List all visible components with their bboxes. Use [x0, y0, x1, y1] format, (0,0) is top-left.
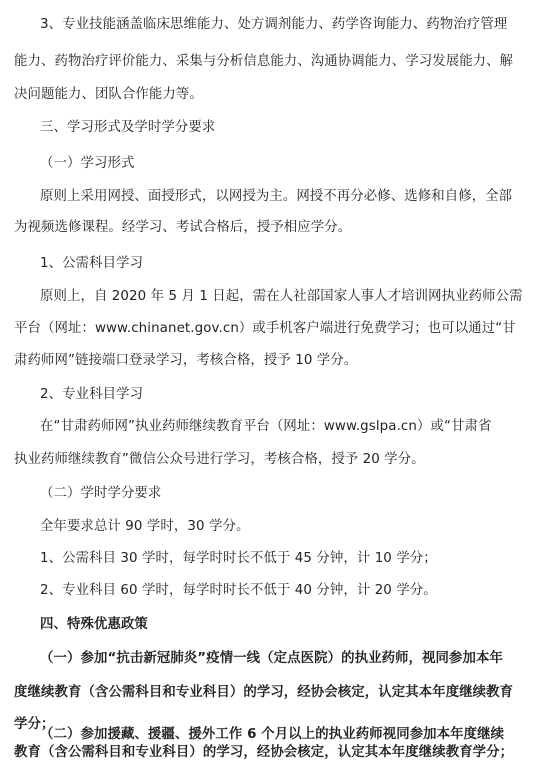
subsection-heading: （二）学时学分要求: [40, 486, 162, 501]
text-line: 决问题能力、团队合作能力等。: [14, 87, 203, 102]
text-line: 原则上采用网授、面授形式，以网授为主。网授不再分必修、选修和自修，全部: [40, 189, 513, 204]
subsection-heading: （一）学习形式: [40, 156, 135, 171]
text-line: 全年要求总计 90 学时，30 学分。: [40, 519, 250, 534]
item-heading: 1、公需科目学习: [40, 256, 144, 271]
text-line: 为视频选修课程。经学习、考试合格后，授予相应学分。: [14, 220, 352, 235]
text-line: （二）参加援藏、援疆、援外工作 6 个月以上的执业药师视同参加本年度继续: [40, 727, 505, 742]
text-line: 3、专业技能涵盖临床思维能力、处方调剂能力、药学咨询能力、药物治疗管理: [40, 17, 508, 32]
section-heading: 四、特殊优惠政策: [40, 617, 148, 632]
text-line: 学分；: [14, 717, 55, 732]
text-line: 平台（网址：www.chinanet.gov.cn）或手机客户端进行免费学习；也可以通过“甘: [14, 321, 516, 336]
section-heading: 三、学习形式及学时学分要求: [40, 120, 216, 135]
text-line: 1、公需科目 30 学时，每学时时长不低于 45 分钟，计 10 学分；: [40, 551, 437, 566]
text-line: 度继续教育（含公需科目和专业科目）的学习，经协会核定，认定其本年度继续教育: [14, 685, 514, 700]
text-line: 2、专业科目 60 学时，每学时时长不低于 40 分钟，计 20 学分。: [40, 583, 437, 598]
item-heading: 2、专业科目学习: [40, 387, 144, 402]
text-line: 能力、药物治疗评价能力、采集与分析信息能力、沟通协调能力、学习发展能力、解: [14, 54, 514, 69]
text-line: 原则上，自 2020 年 5 月 1 日起，需在人社部国家人事人才培训网执业药师公需: [40, 289, 523, 304]
text-line: （一）参加“抗击新冠肺炎”疫情一线（定点医院）的执业药师，视同参加本年: [40, 651, 503, 666]
text-line: 肃药师网”链接端口登录学习，考核合格，授予 10 学分。: [14, 353, 358, 368]
text-line: 教育（含公需科目和专业科目）的学习，经协会核定，认定其本年度继续教育学分；: [14, 745, 514, 760]
text-line: 执业药师继续教育”微信公众号进行学习，考核合格，授予 20 学分。: [14, 452, 425, 467]
text-line: 在“甘肃药师网”执业药师继续教育平台（网址：www.gslpa.cn）或“甘肃省: [40, 419, 492, 434]
